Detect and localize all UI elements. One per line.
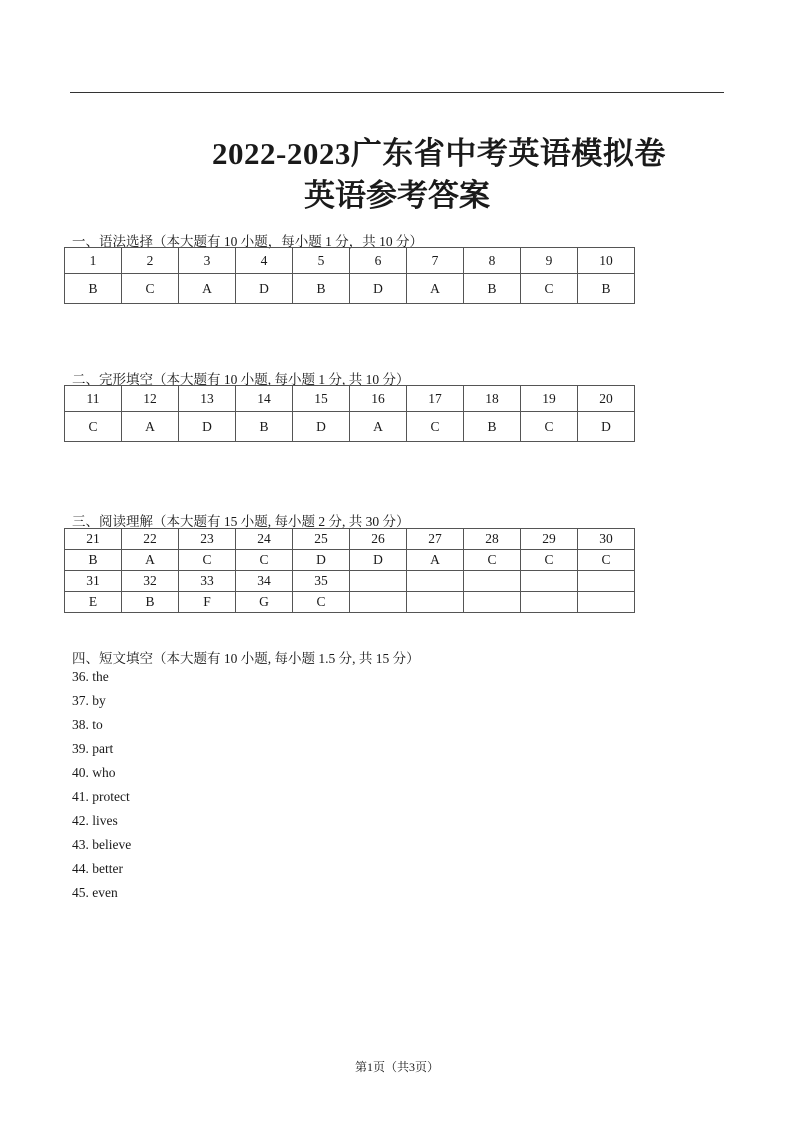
question-number: 35 (293, 571, 350, 592)
list-item: 38. to (72, 717, 103, 732)
question-number: 32 (122, 571, 179, 592)
answer-cell: C (521, 550, 578, 571)
header-rule (70, 92, 724, 93)
list-item: 42. lives (72, 813, 118, 828)
question-number: 9 (521, 248, 578, 274)
answer-cell: C (578, 550, 635, 571)
section1-answer-table (64, 247, 635, 304)
question-number: 22 (122, 529, 179, 550)
answer-cell: G (236, 592, 293, 613)
question-number: 29 (521, 529, 578, 550)
question-number: 2 (122, 248, 179, 274)
section3-answer-row (65, 550, 635, 571)
answer-cell: B (65, 550, 122, 571)
answer-cell: C (236, 550, 293, 571)
question-number: 12 (122, 386, 179, 412)
empty-cell (578, 592, 635, 613)
empty-cell (350, 571, 407, 592)
question-number: 20 (578, 386, 635, 412)
answer-cell: C (464, 550, 521, 571)
question-number: 28 (464, 529, 521, 550)
section3-answer-row (65, 592, 635, 613)
question-number: 11 (65, 386, 122, 412)
list-item: 41. protect (72, 789, 130, 804)
list-item: 43. believe (72, 837, 132, 852)
question-number: 24 (236, 529, 293, 550)
answer-cell: A (122, 550, 179, 571)
answer-cell: D (179, 412, 236, 442)
question-number: 19 (521, 386, 578, 412)
question-number: 1 (65, 248, 122, 274)
answer-cell: B (464, 412, 521, 442)
question-number: 13 (179, 386, 236, 412)
answer-cell: A (122, 412, 179, 442)
answer-cell: D (350, 550, 407, 571)
question-number: 27 (407, 529, 464, 550)
question-number: 23 (179, 529, 236, 550)
answer-cell: C (65, 412, 122, 442)
answer-cell: B (293, 274, 350, 304)
question-number: 8 (464, 248, 521, 274)
section1-number-row (65, 248, 635, 274)
answer-cell: B (236, 412, 293, 442)
question-number: 10 (578, 248, 635, 274)
section4-heading: 四、短文填空（本大题有 10 小题, 每小题 1.5 分, 共 15 分） (72, 651, 420, 666)
section3-number-row (65, 529, 635, 550)
question-number: 14 (236, 386, 293, 412)
empty-cell (407, 571, 464, 592)
answer-cell: C (521, 274, 578, 304)
question-number: 30 (578, 529, 635, 550)
list-item: 39. part (72, 741, 114, 756)
answer-cell: C (179, 550, 236, 571)
section3-answer-table (64, 528, 635, 613)
question-number: 6 (350, 248, 407, 274)
answer-cell: A (407, 550, 464, 571)
fill-in-answer-list (72, 668, 131, 908)
list-item: 36. the (72, 669, 109, 684)
document-title: 2022-2023广东省中考英语模拟卷 (212, 136, 666, 171)
answer-cell: C (122, 274, 179, 304)
question-number: 17 (407, 386, 464, 412)
answer-cell: C (407, 412, 464, 442)
question-number: 16 (350, 386, 407, 412)
question-number: 33 (179, 571, 236, 592)
answer-cell: C (521, 412, 578, 442)
section2-number-row (65, 386, 635, 412)
empty-cell (407, 592, 464, 613)
answer-cell: B (122, 592, 179, 613)
answer-cell: D (293, 550, 350, 571)
section1-answer-row (65, 274, 635, 304)
document-subtitle: 英语参考答案 (304, 178, 490, 213)
question-number: 21 (65, 529, 122, 550)
question-number: 26 (350, 529, 407, 550)
section3-number-row (65, 571, 635, 592)
empty-cell (464, 571, 521, 592)
list-item: 45. even (72, 885, 118, 900)
section2-heading: 二、完形填空（本大题有 10 小题, 每小题 1 分, 共 10 分） (72, 372, 410, 387)
answer-cell: D (236, 274, 293, 304)
question-number: 5 (293, 248, 350, 274)
empty-cell (521, 592, 578, 613)
answer-cell: A (350, 412, 407, 442)
answer-cell: B (464, 274, 521, 304)
question-number: 3 (179, 248, 236, 274)
page-footer: 第1页（共3页） (354, 1060, 439, 1074)
question-number: 34 (236, 571, 293, 592)
empty-cell (350, 592, 407, 613)
answer-cell: B (578, 274, 635, 304)
answer-cell: D (578, 412, 635, 442)
answer-cell: D (350, 274, 407, 304)
section1-heading: 一、语法选择（本大题有 10 小题，每小题 1 分，共 10 分） (72, 234, 423, 249)
question-number: 7 (407, 248, 464, 274)
empty-cell (578, 571, 635, 592)
answer-cell: B (65, 274, 122, 304)
question-number: 15 (293, 386, 350, 412)
section2-answer-row (65, 412, 635, 442)
empty-cell (464, 592, 521, 613)
list-item: 44. better (72, 861, 123, 876)
list-item: 40. who (72, 765, 116, 780)
question-number: 18 (464, 386, 521, 412)
answer-cell: D (293, 412, 350, 442)
list-item: 37. by (72, 693, 106, 708)
answer-cell: F (179, 592, 236, 613)
answer-cell: C (293, 592, 350, 613)
section3-heading: 三、阅读理解（本大题有 15 小题, 每小题 2 分, 共 30 分） (72, 514, 410, 529)
answer-cell: E (65, 592, 122, 613)
question-number: 31 (65, 571, 122, 592)
question-number: 25 (293, 529, 350, 550)
answer-cell: A (179, 274, 236, 304)
section2-answer-table (64, 385, 635, 442)
question-number: 4 (236, 248, 293, 274)
answer-cell: A (407, 274, 464, 304)
empty-cell (521, 571, 578, 592)
